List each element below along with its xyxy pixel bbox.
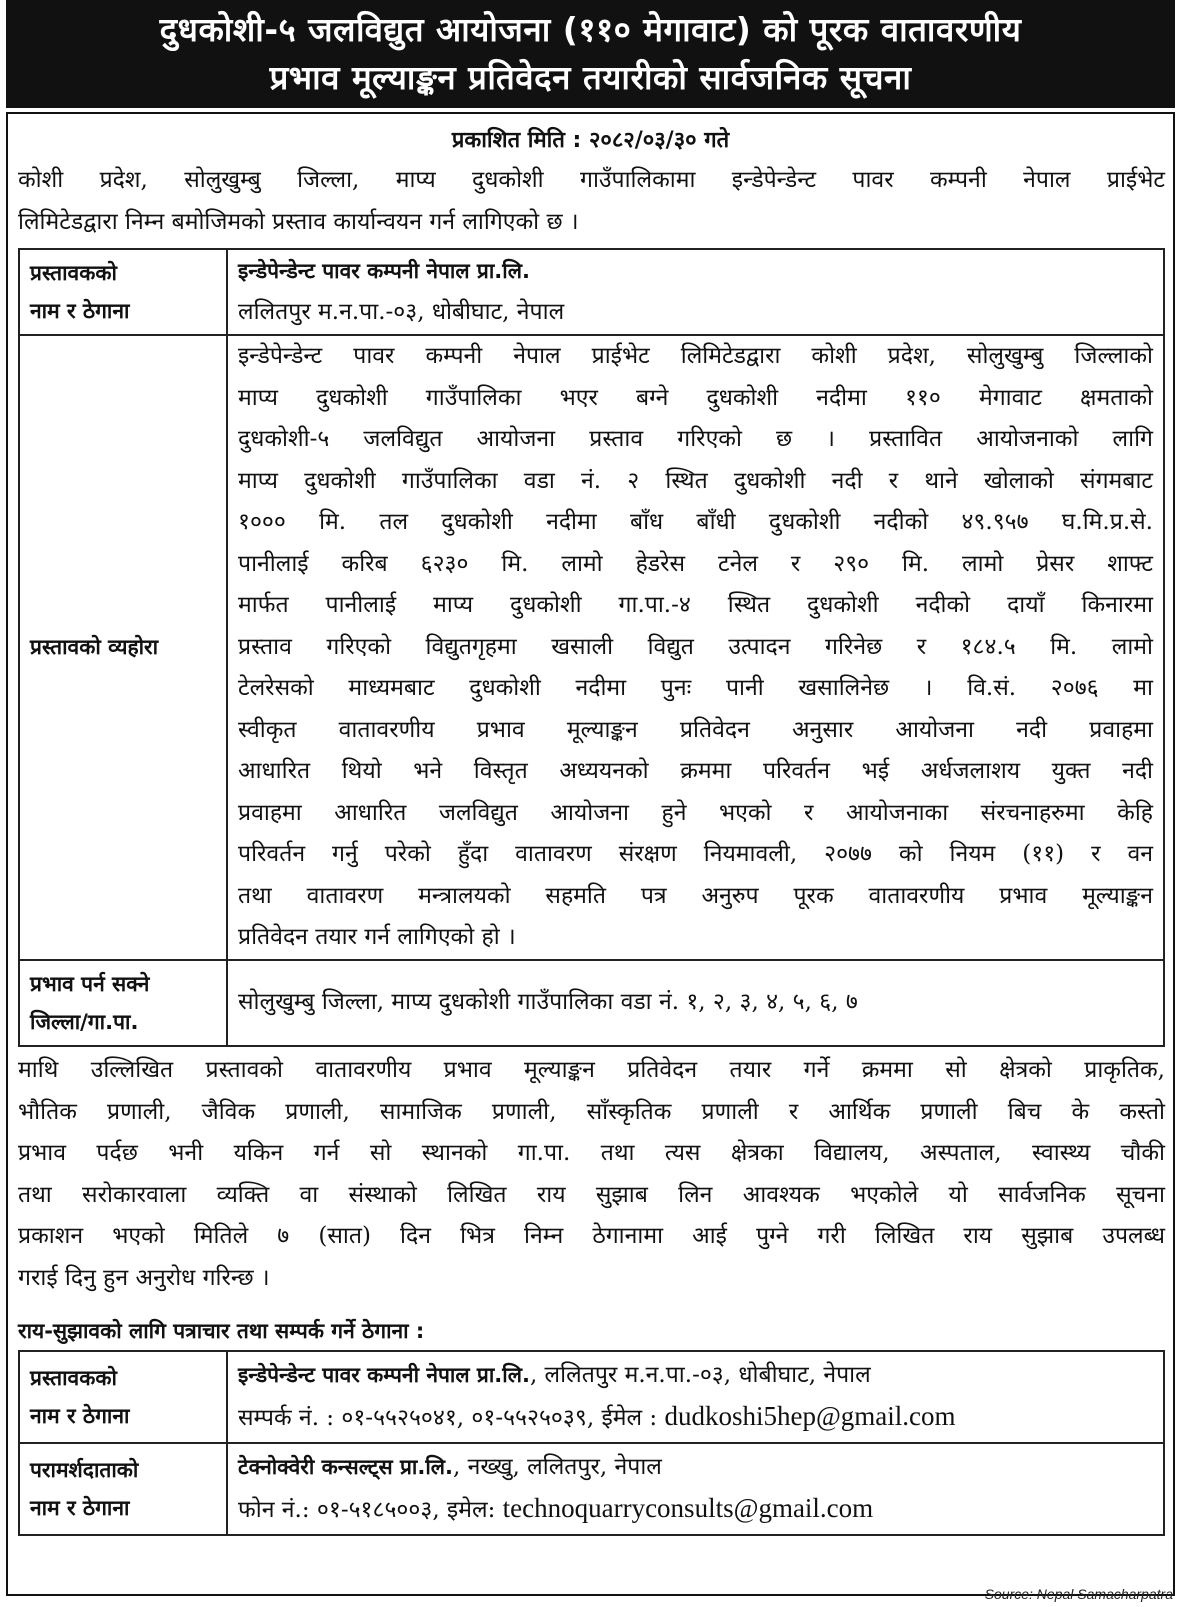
intro-paragraph — [18, 160, 1165, 243]
contact-proponent-label — [19, 1351, 227, 1443]
proponent-value — [227, 249, 1164, 335]
proposal-line: इन्डेपेन्डेन्ट पावर कम्पनी नेपाल प्राईभेट लिमिटेडद्वारा कोशी प्रदेश, सोलुखुम्बु जिल्लाको — [238, 343, 1153, 369]
contact-consultant-name: टेक्नोक्वेरी कन्सल्ट्स प्रा.लि. — [238, 1454, 453, 1479]
contact-consultant-value — [227, 1443, 1164, 1535]
contact-proponent-row — [19, 1351, 1164, 1443]
proponent-row — [19, 249, 1164, 335]
proposal-label: प्रस्तावको व्यहोरा — [19, 335, 227, 960]
contact-proponent-label-line-1: प्रस्तावकको — [30, 1366, 117, 1390]
contact-consultant-name-line — [238, 1447, 1153, 1489]
proposal-line: स्वीकृत वातावरणीय प्रभाव मूल्याङ्कन प्रतिवेदन अनुसार आयोजना नदी प्रवाहमा — [238, 716, 1153, 743]
intro-line-2: लिमिटेडद्वारा निम्न बमोजिमको प्रस्ताव कार्यान्वयन गर्न लागिएको छ । — [18, 208, 579, 235]
proposal-row — [19, 335, 1164, 960]
contact-proponent-label-line-2: नाम र ठेगाना — [30, 1404, 130, 1428]
notice-body-line: प्रकाशन भएको मितिले ७ (सात) दिन भित्र निम्न ठेगानामा आई पुग्ने गरी लिखित राय सुझाब उपलब्ध — [18, 1223, 1165, 1249]
contact-consultant-address: , नख्खु, ललितपुर, नेपाल — [453, 1453, 662, 1480]
affected-label-line-1: प्रभाव पर्न सक्ने — [30, 971, 150, 996]
proposal-line: प्रवाहमा आधारित जलविद्युत आयोजना हुने भएको र आयोजनाका संरचनाहरुमा केहि — [238, 799, 1153, 826]
proposal-line: प्रतिवेदन तयार गर्न लागिएको हो । — [238, 924, 516, 950]
contact-proponent-phone: सम्पर्क नं. : ०१-५५२५०४१, ०१-५५२५०३९, ईमेल : — [238, 1405, 665, 1431]
contact-table — [18, 1350, 1165, 1536]
proponent-label — [19, 249, 227, 335]
notice-header — [6, 0, 1175, 108]
notice-body — [18, 1050, 1165, 1299]
proposal-line: माप्य दुधकोशी गाउँपालिका वडा नं. २ स्थित दुधकोशी नदी र थाने खोलाको संगमबाट — [238, 467, 1153, 494]
contact-consultant-label-line-2: नाम र ठेगाना — [30, 1496, 130, 1520]
notice-body-line: गराई दिनु हुन अनुरोध गरिन्छ । — [18, 1264, 270, 1291]
contact-consultant-phone: फोन नं.: ०१-५१८५००३, इमेल: — [238, 1497, 503, 1523]
proposal-details-table — [18, 248, 1165, 1047]
contact-heading: राय-सुझावको लागि पत्राचार तथा सम्पर्क गर्ने ठेगाना : — [18, 1319, 425, 1343]
contact-consultant-row — [19, 1443, 1164, 1535]
proponent-label-line-1: प्रस्तावकको — [30, 261, 117, 285]
proposal-line: पानीलाई करिब ६२३० मि. लामो हेडरेस टनेल र २९० मि. लामो प्रेसर शाफ्ट — [238, 550, 1153, 577]
proponent-name: इन्डेपेन्डेन्ट पावर कम्पनी नेपाल प्रा.लि. — [238, 258, 530, 283]
notice-body-line: भौतिक प्रणाली, जैविक प्रणाली, सामाजिक प्रणाली, साँस्कृतिक प्रणाली र आर्थिक प्रणाली बिच के कस्तो — [18, 1098, 1165, 1125]
affected-area-row — [19, 960, 1164, 1046]
affected-label-line-2: जिल्ला/गा.पा. — [30, 1009, 139, 1034]
affected-area-label — [19, 960, 227, 1046]
proposal-line: माप्य दुधकोशी गाउँपालिका भएर बग्ने दुधकोशी नदीमा ११० मेगावाट क्षमताको — [238, 384, 1153, 411]
contact-proponent-address: , ललितपुर म.न.पा.-०३, धोबीघाट, नेपाल — [529, 1361, 871, 1388]
proposal-line: १००० मि. तल दुधकोशी नदीमा बाँध बाँधी दुधकोशी नदीको ४९.९५७ घ.मि.प्र.से. — [238, 509, 1153, 535]
notice-body-line: माथि उल्लिखित प्रस्तावको वातावरणीय प्रभाव मूल्याङ्कन प्रतिवेदन तयार गर्ने क्रममा सो क्षेत्रको प्राकृतिक, — [18, 1057, 1165, 1083]
proposal-line: दुधकोशी-५ जलविद्युत आयोजना प्रस्ताव गरिएको छ । प्रस्तावित आयोजनाको लागि — [238, 426, 1153, 452]
proposal-line: तथा वातावरण मन्त्रालयको सहमति पत्र अनुरुप पूरक वातावरणीय प्रभाव मूल्याङ्कन — [238, 882, 1153, 909]
contact-consultant-label-line-1: परामर्शदाताको — [30, 1458, 139, 1482]
contact-proponent-email[interactable]: dudkoshi5hep@gmail.com — [664, 1401, 956, 1431]
header-title-line-1: दुधकोशी-५ जलविद्युत आयोजना (११० मेगावाट) को पूरक वातावरणीय — [159, 10, 1022, 49]
contact-proponent-value — [227, 1351, 1164, 1443]
contact-consultant-email[interactable]: technoquarryconsults@gmail.com — [502, 1493, 874, 1523]
contact-proponent-name: इन्डेपेन्डेन्ट पावर कम्पनी नेपाल प्रा.लि. — [238, 1362, 530, 1387]
contact-consultant-phone-line — [238, 1488, 1153, 1532]
contact-proponent-phone-line — [238, 1396, 1153, 1440]
header-title-line-2: प्रभाव मूल्याङ्कन प्रतिवेदन तयारीको सार्वजनिक सूचना — [269, 58, 912, 97]
intro-line-1: कोशी प्रदेश, सोलुखुम्बु जिल्ला, माप्य दुधकोशी गाउँपालिकामा इन्डेपेन्डेन्ट पावर कम्पनी नेपाल प्राईभेट — [18, 167, 1165, 193]
proponent-label-line-2: नाम र ठेगाना — [30, 299, 130, 323]
proponent-address: ललितपुर म.न.पा.-०३, धोबीघाट, नेपाल — [238, 299, 565, 325]
notice-body-line: तथा सरोकारवाला व्यक्ति वा संस्थाको लिखित राय सुझाब लिन आवश्यक भएकोले यो सार्वजनिक सूचना — [18, 1181, 1165, 1208]
contact-proponent-name-line — [238, 1355, 1153, 1397]
notice-body-line: प्रभाव पर्दछ भनी यकिन गर्न सो स्थानको गा.पा. तथा त्यस क्षेत्रका विद्यालय, अस्पताल, स्वास्थ्य चौकी — [18, 1140, 1165, 1166]
proposal-line: मार्फत पानीलाई माप्य दुधकोशी गा.पा.-४ स्थित दुधकोशी नदीको दायाँ किनारमा — [238, 592, 1153, 618]
proposal-line: परिवर्तन गर्नु परेको हुँदा वातावरण संरक्षण नियमावली, २०७७ को नियम (११) र वन — [238, 841, 1153, 867]
contact-consultant-label — [19, 1443, 227, 1535]
published-date: प्रकाशित मिति : २०८२/०३/३० गते — [451, 128, 730, 153]
proposal-text — [227, 335, 1164, 960]
source-credit: Source: Nepal Samacharpatra — [984, 1586, 1173, 1602]
proposal-line: टेलरेसको माध्यमबाट दुधकोशी नदीमा पुनः पानी खसालिनेछ । वि.सं. २०७६ मा — [238, 675, 1153, 701]
proposal-line: आधारित थियो भने विस्तृत अध्ययनको क्रममा परिवर्तन भई अर्धजलाशय युक्त नदी — [238, 758, 1154, 784]
affected-area-value: सोलुखुम्बु जिल्ला, माप्य दुधकोशी गाउँपालिका वडा नं. १, २, ३, ४, ५, ६, ७ — [227, 960, 1164, 1046]
proposal-line: प्रस्ताव गरिएको विद्युतगृहमा खसाली विद्युत उत्पादन गरिनेछ र १८४.५ मि. लामो — [238, 633, 1153, 660]
